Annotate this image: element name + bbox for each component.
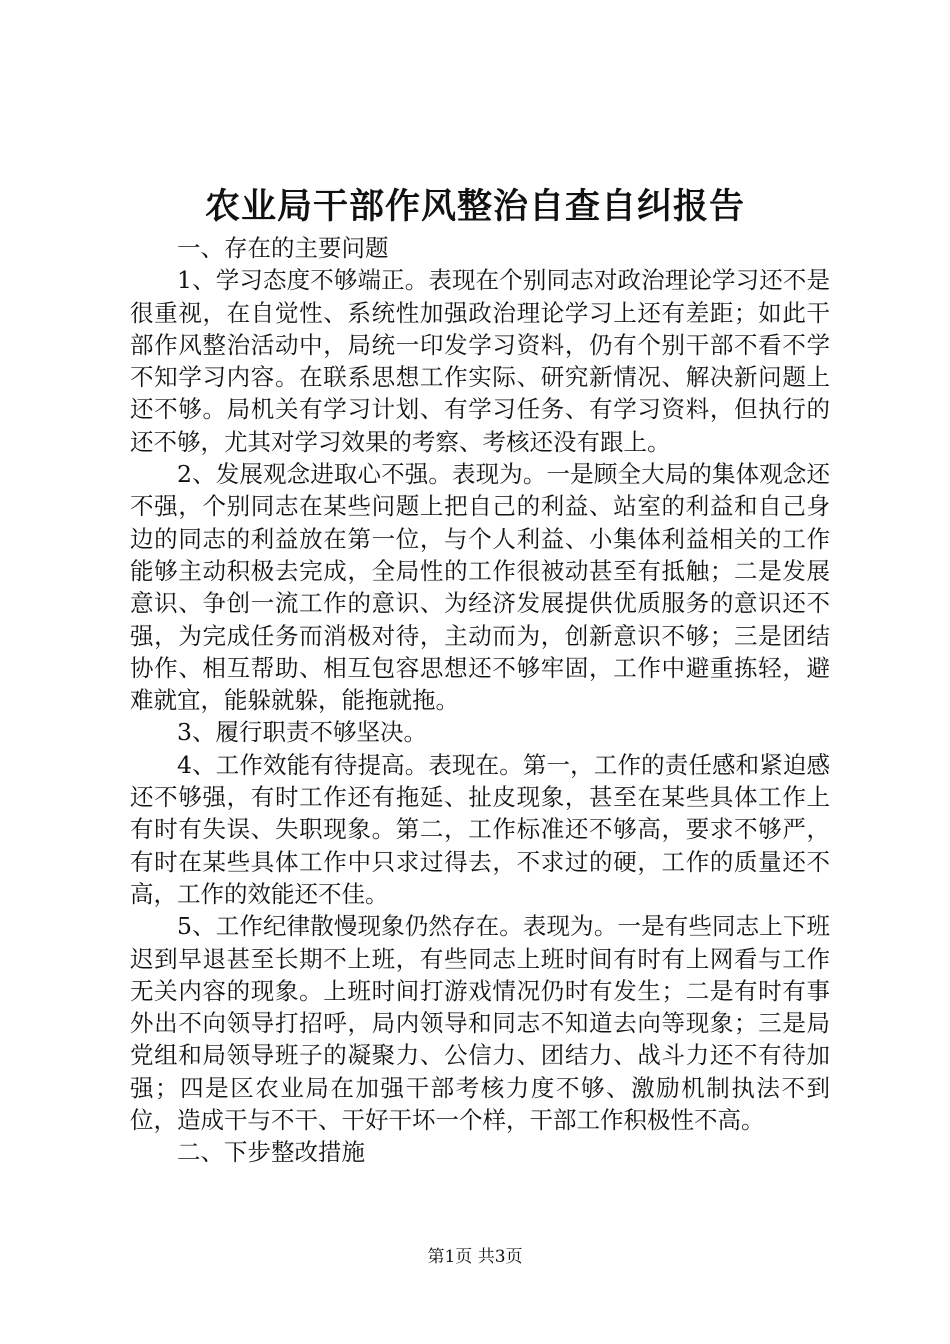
paragraph-work-discipline: 5、工作纪律散慢现象仍然存在。表现为。一是有些同志上下班迟到早退甚至长期不上班，有些同志上班时间有时有上网看与工作无关内容的现象。上班时间打游戏情况仍时有发生；二是有时有事外出不向领导打招呼，局内领导和同志不知道去向等现象；三是局党组和局领导班子的凝聚力、公信力、团结力、战斗力还不有待加强；四是区农业局在加强干部考核力度不够、激励机制执法不到位，造成干与不干、干好干坏一个样，干部工作积极性不高。	[130, 912, 830, 1135]
paragraph-study-attitude: 1、学习态度不够端正。表现在个别同志对政治理论学习还不是很重视，在自觉性、系统性加强政治理论学习上还有差距；如此干部作风整治活动中，局统一印发学习资料，仍有个别干部不看不学不知学习内容。在联系思想工作实际、研究新情况、解决新问题上还不够。局机关有学习计划、有学习任务、有学习资料，但执行的还不够，尤其对学习效果的考察、考核还没有跟上。	[130, 266, 830, 456]
section-heading-measures: 二、下步整改措施	[177, 1138, 365, 1167]
document-body	[130, 232, 830, 1169]
paragraph-development-concept: 2、发展观念进取心不强。表现为。一是顾全大局的集体观念还不强，个别同志在某些问题上把自己的利益、站室的利益和自己身边的同志的利益放在第一位，与个人利益、小集体利益相关的工作能够主动积极去完成，全局性的工作很被动甚至有抵触；二是发展意识、争创一流工作的意识、为经济发展提供优质服务的意识还不强，为完成任务而消极对待，主动而为，创新意识不够；三是团结协作、相互帮助、相互包容思想还不够牢固，工作中避重拣轻，避难就宜，能躲就躲，能拖就拖。	[130, 460, 830, 715]
paragraph-duty-fulfillment: 3、履行职责不够坚决。	[177, 718, 427, 747]
document-title: 农业局干部作风整治自查自纠报告	[204, 186, 745, 227]
paragraph-work-efficiency: 4、工作效能有待提高。表现在。第一，工作的责任感和紧迫感还不够强，有时工作还有拖延、扯皮现象，甚至在某些具体工作上有时有失误、失职现象。第二，工作标准还不够高，要求不够严，有时在某些具体工作中只求过得去，不求过的硬，工作的质量还不高，工作的效能还不佳。	[130, 750, 830, 908]
section-heading-problems: 一、存在的主要问题	[177, 234, 389, 262]
page-number-footer: 第1页 共3页	[427, 1247, 523, 1267]
